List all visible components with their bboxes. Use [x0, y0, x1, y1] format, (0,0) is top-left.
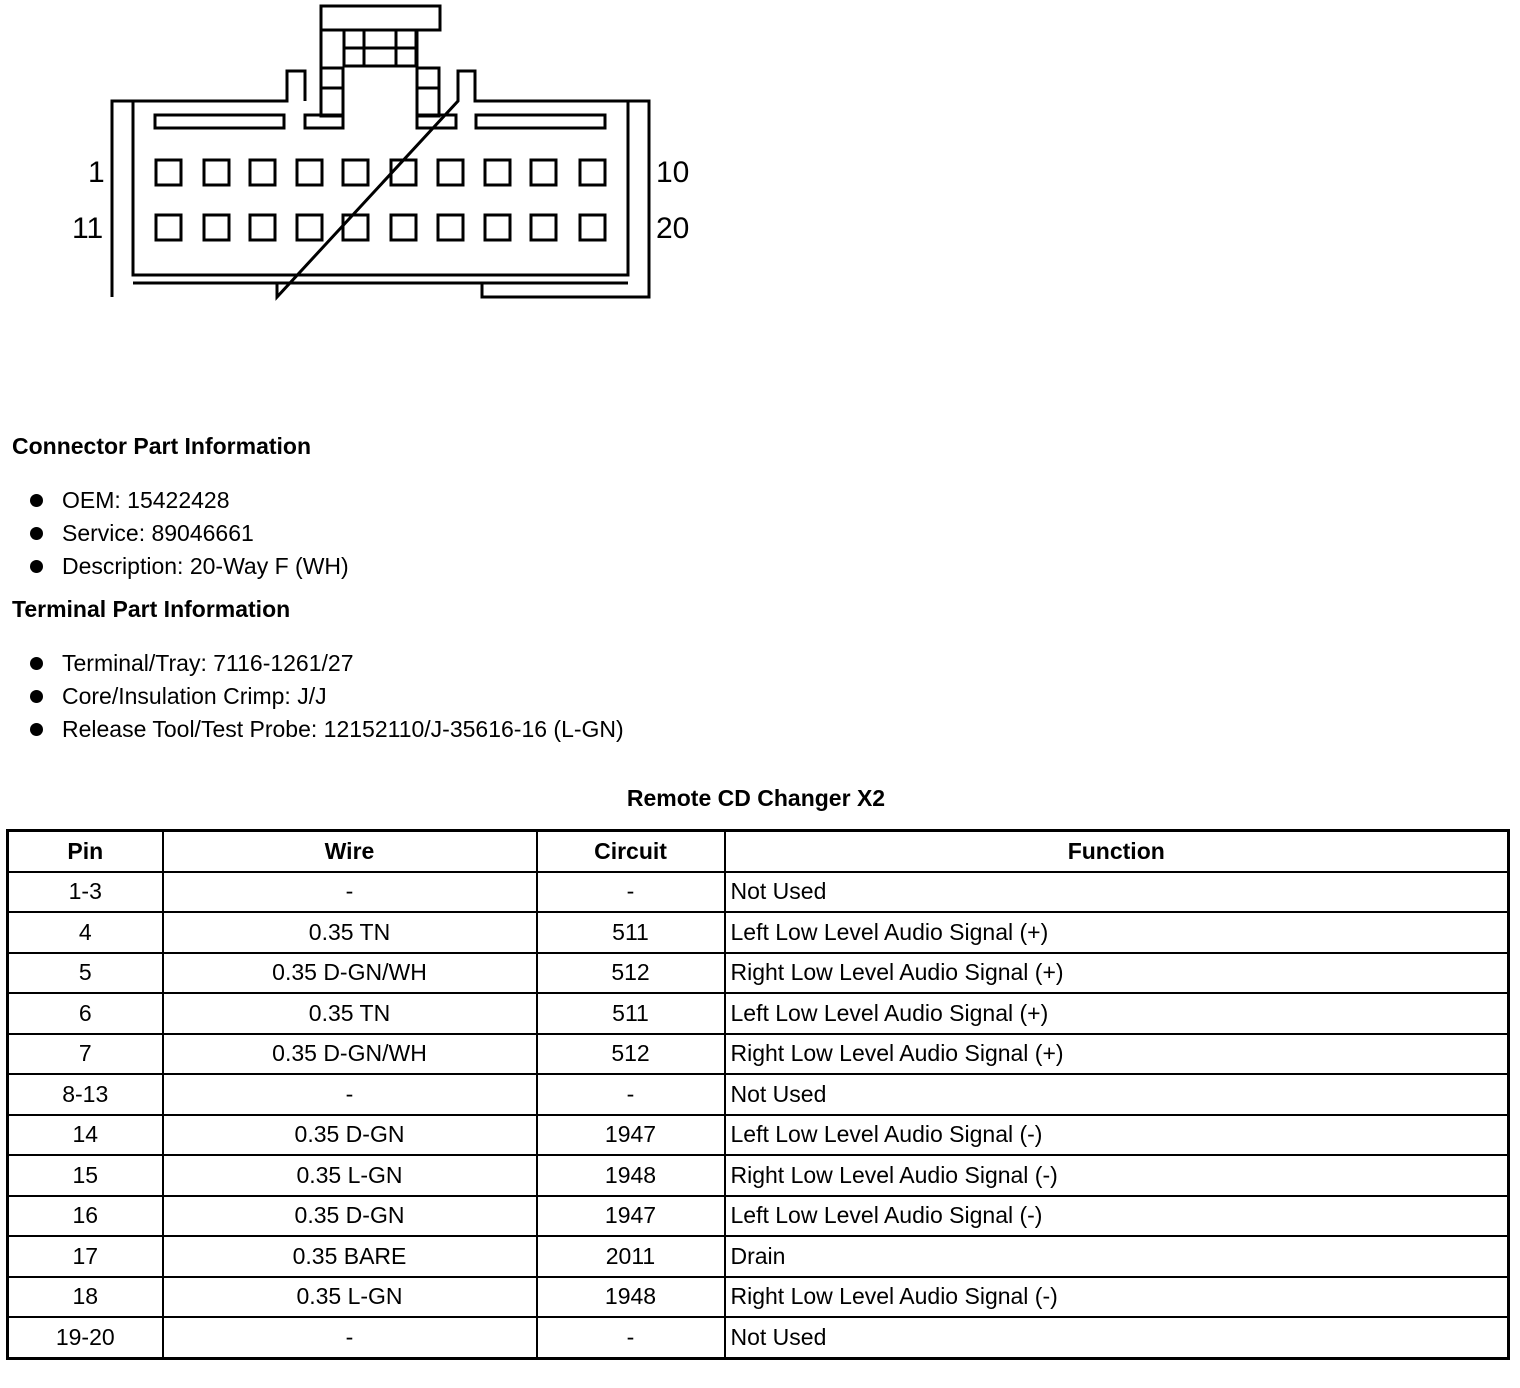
function-cell: Not Used	[725, 872, 1509, 913]
list-item: Description: 20-Way F (WH)	[0, 550, 349, 583]
column-header-pin: Pin	[8, 831, 163, 872]
wire-cell: 0.35 TN	[163, 912, 537, 953]
circuit-cell: 1948	[537, 1277, 725, 1318]
circuit-cell: 1948	[537, 1155, 725, 1196]
pin-cell: 14	[8, 1115, 163, 1156]
table-row	[8, 1317, 1509, 1358]
function-cell: Right Low Level Audio Signal (-)	[725, 1277, 1509, 1318]
pin-label-1: 1	[88, 156, 105, 189]
list-item: Terminal/Tray: 7116-1261/27	[0, 647, 624, 680]
pin-label-11: 11	[72, 212, 104, 245]
pin-cell: 17	[8, 1236, 163, 1277]
pin-label-20: 20	[656, 212, 690, 245]
table-row	[8, 1236, 1509, 1277]
connector-diagram	[0, 0, 720, 310]
circuit-cell: -	[537, 1317, 725, 1358]
wire-cell: -	[163, 1317, 537, 1358]
bullet-icon	[30, 527, 43, 540]
wire-cell: 0.35 D-GN	[163, 1115, 537, 1156]
column-header-function: Function	[725, 831, 1509, 872]
circuit-cell: 512	[537, 953, 725, 994]
connector-info-heading: Connector Part Information	[12, 433, 312, 459]
bullet-icon	[30, 690, 43, 703]
wire-cell: -	[163, 1074, 537, 1115]
table-row	[8, 1196, 1509, 1237]
function-cell: Right Low Level Audio Signal (+)	[725, 1034, 1509, 1075]
table-row	[8, 953, 1509, 994]
pin-cell: 16	[8, 1196, 163, 1237]
wire-cell: 0.35 D-GN/WH	[163, 953, 537, 994]
function-cell: Drain	[725, 1236, 1509, 1277]
wire-cell: 0.35 D-GN/WH	[163, 1034, 537, 1075]
pin-cell: 5	[8, 953, 163, 994]
function-cell: Not Used	[725, 1074, 1509, 1115]
function-cell: Left Low Level Audio Signal (+)	[725, 993, 1509, 1034]
pin-cell: 7	[8, 1034, 163, 1075]
list-item: Core/Insulation Crimp: J/J	[0, 680, 624, 713]
function-cell: Not Used	[725, 1317, 1509, 1358]
pin-cell: 1-3	[8, 872, 163, 913]
pin-cell: 19-20	[8, 1317, 163, 1358]
wire-cell: -	[163, 872, 537, 913]
wire-cell: 0.35 L-GN	[163, 1277, 537, 1318]
bullet-icon	[30, 657, 43, 670]
table-row	[8, 912, 1509, 953]
wire-cell: 0.35 BARE	[163, 1236, 537, 1277]
function-cell: Left Low Level Audio Signal (-)	[725, 1196, 1509, 1237]
circuit-cell: 511	[537, 912, 725, 953]
function-cell: Left Low Level Audio Signal (+)	[725, 912, 1509, 953]
pin-cavities	[156, 160, 605, 240]
bullet-icon	[30, 723, 43, 736]
table-row	[8, 993, 1509, 1034]
list-item: OEM: 15422428	[0, 484, 349, 517]
wire-cell: 0.35 D-GN	[163, 1196, 537, 1237]
circuit-cell: 1947	[537, 1196, 725, 1237]
circuit-cell: 2011	[537, 1236, 725, 1277]
table-row	[8, 1074, 1509, 1115]
list-item: Release Tool/Test Probe: 12152110/J-35616-16 (L-GN)	[0, 713, 624, 746]
pin-cell: 8-13	[8, 1074, 163, 1115]
list-item: Service: 89046661	[0, 517, 349, 550]
function-cell: Right Low Level Audio Signal (+)	[725, 953, 1509, 994]
function-cell: Left Low Level Audio Signal (-)	[725, 1115, 1509, 1156]
circuit-cell: -	[537, 872, 725, 913]
circuit-cell: 1947	[537, 1115, 725, 1156]
connector-info-list	[0, 484, 349, 583]
wire-cell: 0.35 L-GN	[163, 1155, 537, 1196]
pin-cell: 15	[8, 1155, 163, 1196]
circuit-cell: -	[537, 1074, 725, 1115]
table-header-row	[8, 831, 1509, 872]
function-cell: Right Low Level Audio Signal (-)	[725, 1155, 1509, 1196]
circuit-cell: 512	[537, 1034, 725, 1075]
bullet-icon	[30, 560, 43, 573]
wire-cell: 0.35 TN	[163, 993, 537, 1034]
terminal-info-list	[0, 647, 624, 746]
table-row	[8, 872, 1509, 913]
pin-label-10: 10	[656, 156, 690, 189]
table-title: Remote CD Changer X2	[626, 785, 886, 811]
pinout-table	[6, 829, 1510, 1360]
pin-cell: 18	[8, 1277, 163, 1318]
table-row	[8, 1034, 1509, 1075]
circuit-cell: 511	[537, 993, 725, 1034]
pin-cell: 4	[8, 912, 163, 953]
pin-cell: 6	[8, 993, 163, 1034]
table-row	[8, 1277, 1509, 1318]
table-row	[8, 1155, 1509, 1196]
bullet-icon	[30, 494, 43, 507]
column-header-circuit: Circuit	[537, 831, 725, 872]
table-row	[8, 1115, 1509, 1156]
column-header-wire: Wire	[163, 831, 537, 872]
terminal-info-heading: Terminal Part Information	[12, 596, 291, 622]
